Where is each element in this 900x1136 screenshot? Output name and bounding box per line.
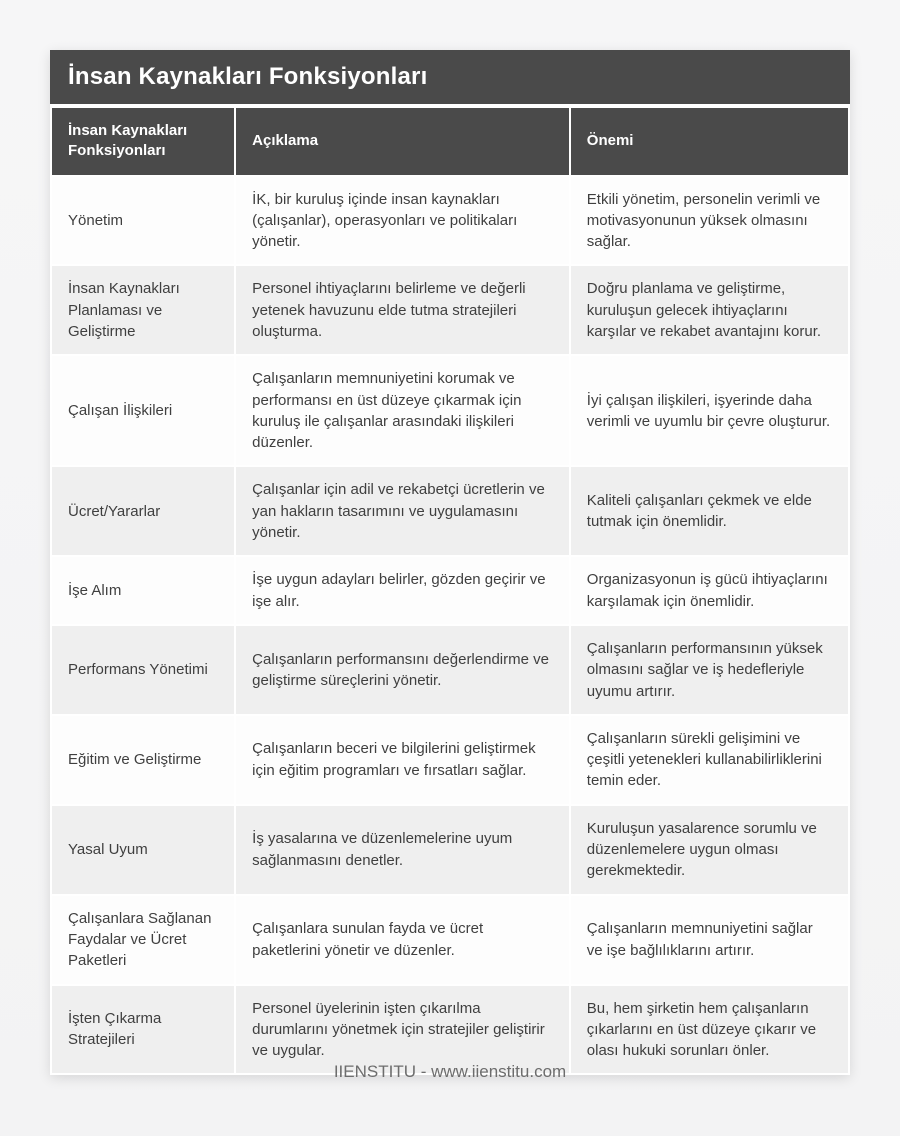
column-header-function: İnsan Kaynakları Fonksiyonları [52,108,234,175]
cell-description: Çalışanların memnuniyetini korumak ve performansı en üst düzeye çıkarmak için kuruluş ile çalışanlar arasındaki ilişkileri düzenler. [236,356,569,465]
cell-function: İşe Alım [52,557,234,624]
table-row [52,806,848,894]
cell-function: Yasal Uyum [52,806,234,894]
table-row [52,716,848,804]
cell-description: Çalışanların performansını değerlendirme ve geliştirme süreçlerini yönetir. [236,626,569,714]
cell-description: Çalışanların beceri ve bilgilerini geliştirmek için eğitim programları ve fırsatları sağlar. [236,716,569,804]
cell-description: İK, bir kuruluş içinde insan kaynakları (çalışanlar), operasyonları ve politikaları yönetir. [236,177,569,265]
table-row [52,986,848,1074]
cell-description: Çalışanlar için adil ve rekabetçi ücretlerin ve yan hakların tasarımını ve uygulamasını yönetir. [236,467,569,555]
page-title: İnsan Kaynakları Fonksiyonları [50,50,850,106]
cell-importance: Kuruluşun yasalarence sorumlu ve düzenlemelere uygun olması gerekmektedir. [571,806,848,894]
table-row [52,557,848,624]
cell-function: Yönetim [52,177,234,265]
table-header-row [52,108,848,175]
cell-importance: Bu, hem şirketin hem çalışanların çıkarlarını en üst düzeye çıkarır ve olası hukuki sorunları önler. [571,986,848,1074]
cell-description: Çalışanlara sunulan fayda ve ücret paketlerini yönetir ve düzenler. [236,896,569,984]
cell-description: İş yasalarına ve düzenlemelerine uyum sağlanmasını denetler. [236,806,569,894]
table-row [52,626,848,714]
table-row [52,177,848,265]
cell-importance: Doğru planlama ve geliştirme, kuruluşun gelecek ihtiyaçlarını karşılar ve rekabet avantajını korur. [571,266,848,354]
cell-description: İşe uygun adayları belirler, gözden geçirir ve işe alır. [236,557,569,624]
cell-importance: İyi çalışan ilişkileri, işyerinde daha verimli ve uyumlu bir çevre oluşturur. [571,356,848,465]
cell-function: Çalışan İlişkileri [52,356,234,465]
cell-importance: Çalışanların sürekli gelişimini ve çeşitli yetenekleri kullanabilirliklerini temin eder. [571,716,848,804]
table-row [52,896,848,984]
table-row [52,356,848,465]
cell-importance: Organizasyonun iş gücü ihtiyaçlarını karşılamak için önemlidir. [571,557,848,624]
cell-description: Personel üyelerinin işten çıkarılma durumlarını yönetmek için stratejiler geliştirir ve uygular. [236,986,569,1074]
cell-function: Eğitim ve Geliştirme [52,716,234,804]
cell-importance: Etkili yönetim, personelin verimli ve motivasyonunun yüksek olmasını sağlar. [571,177,848,265]
cell-function: İnsan Kaynakları Planlaması ve Geliştirme [52,266,234,354]
cell-importance: Çalışanların performansının yüksek olmasını sağlar ve iş hedefleriyle uyumu artırır. [571,626,848,714]
cell-description: Personel ihtiyaçlarını belirleme ve değerli yetenek havuzunu elde tutma stratejileri oluşturma. [236,266,569,354]
cell-function: İşten Çıkarma Stratejileri [52,986,234,1074]
column-header-description: Açıklama [236,108,569,175]
table-row [52,266,848,354]
hr-functions-table [50,106,850,1075]
footer-branding: IIENSTITU - www.iienstitu.com [333,1062,567,1081]
cell-importance: Kaliteli çalışanları çekmek ve elde tutmak için önemlidir. [571,467,848,555]
cell-importance: Çalışanların memnuniyetini sağlar ve işe bağlılıklarını artırır. [571,896,848,984]
hr-functions-table-card [50,50,850,1075]
column-header-importance: Önemi [571,108,848,175]
cell-function: Çalışanlara Sağlanan Faydalar ve Ücret Paketleri [52,896,234,984]
cell-function: Ücret/Yararlar [52,467,234,555]
table-row [52,467,848,555]
cell-function: Performans Yönetimi [52,626,234,714]
